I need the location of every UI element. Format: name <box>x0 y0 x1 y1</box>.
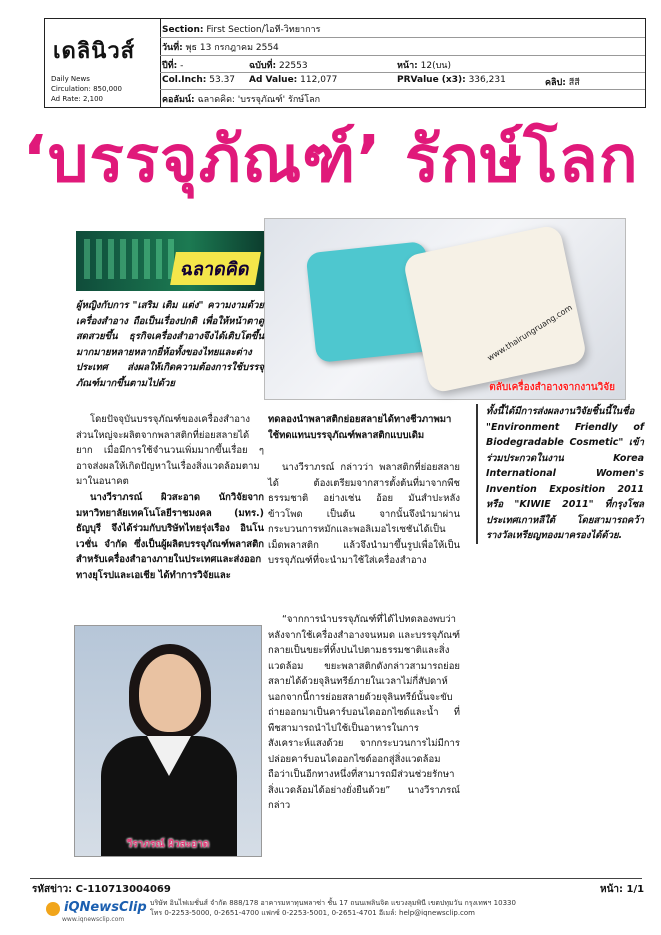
clipping-header <box>44 18 646 108</box>
clip-field: คลิป: สีสี <box>545 78 580 88</box>
lede-paragraph: ผู้หญิงกับการ "เสริม เติม แต่ง" ความงามด้วยเครื่องสำอาง ถือเป็นเรื่องปกติ เพื่อให้หน้าตาดูสดสวยขึ้น ธุรกิจเครื่องสำอางจึงได้เติบโตขึ้นมากมายหลายหลากยี่ห้อทั้งของไทยและต่างประเทศ ส่งผลให้เกิดความต้องการใช้บรรจุภัณฑ์มากขึ้นตามไปด้วย <box>76 300 264 389</box>
col2-quote: “จากการนำบรรจุภัณฑ์ที่ได้ไปทดลองพบว่า หลังจากใช้เครื่องสำอางจนหมด และบรรจุภัณฑ์กลายเป็นขยะที่ทิ้งปนไปตามธรรมชาติและสิ่งแวดล้อม ขยะพลาสติกดังกล่าวสามารถย่อยสลายได้ด้วยจุลินทรีย์ภายในเวลาไม่กี่สัปดาห์ นอกจากนี้การย่อยสลายด้วยจุลินทรีย์นั้นจะขับถ่ายออกมาเป็นคาร์บอนไดออกไซด์และน้ำ ที่พืชสามารถนำไปใช้เป็นอาหารในการสังเคราะห์แสงด้วย จากกระบวนการไม่มีการปล่อยคาร์บอนไดออกไซด์ออกสู่สิ่งแวดล้อม ถือว่าเป็นอีกทางหนึ่งที่สามารถมีส่วนช่วยรักษาสิ่งแวดล้อมได้อย่างยั่งยืนด้วย” นางวีราภรณ์ กล่าว <box>268 614 460 811</box>
col1-paragraph-2: นางวีราภรณ์ ผิวสะอาด นักวิจัยจากมหาวิทยาลัยเทคโนโลยีราชมงคล (มทร.) ธัญบุรี จึงได้ร่วมกับบริษัทไทยรุ่งเรือง อินโนเวชั่น จำกัด ซึ่งเป็นผู้ผลิตบรรจุภัณฑ์พลาสติกสำหรับเครื่องสำอางภายในประเทศและส่งออกทางยุโรปและเอเชีย ได้ทำการวิจัยและ <box>76 492 264 581</box>
circulation: Circulation: 850,000 <box>51 85 123 93</box>
address-line-2: โทร 0-2253-5000, 0-2651-4700 แฟกซ์ 0-2253-5001, 0-2651-4701 อีเมล์: help@iqnewsclip.com <box>150 909 476 917</box>
brand-name: iQNewsClip <box>64 900 147 915</box>
prvalue-field: PRValue (x3): 336,231 <box>397 75 506 85</box>
date-row: วันที่: พุธ 13 กรกฎาคม 2554 <box>162 43 279 53</box>
brand-url: www.iqnewsclip.com <box>62 916 125 923</box>
iq-logo-icon <box>46 902 60 916</box>
white-compact-image <box>402 224 588 394</box>
section-row: Section: First Section/ไอที-วิทยาการ <box>162 25 321 35</box>
portrait-caption: วีราภรณ์ ผิวสะอาด <box>126 839 210 850</box>
award-sidebar: ทั้งนี้ได้มีการส่งผลงานวิจัยชิ้นนี้ในชื่อ "Environment Friendly of Biodegradable Cosmetic" เข้าร่วมประกวดในงาน Korea International Women's Invention Exposition 2011 หรือ "KIWIE 2011" ที่กรุงโซล ประเทศเกาหลีใต้ โดยสามารถคว้ารางวัลเหรียญทองมาครองได้ด้วย. <box>476 404 644 544</box>
address-line-1: บริษัท อินไฟเมชั่นส์ จำกัด 888/178 อาคารมหาทุนพลาซ่า ชั้น 17 ถนนเพลินจิต แขวงลุมพินี เขตปทุมวัน กรุงเทพฯ 10330 <box>150 899 516 907</box>
page-count: หน้า: 1/1 <box>600 884 645 895</box>
compact-brand-text: www.thairungruang.com <box>485 302 574 363</box>
company-address <box>150 898 620 918</box>
col2-paragraph-2: นางวีราภรณ์ กล่าวว่า พลาสติกที่ย่อยสลายได้ ต้องเตรียมจากสารตั้งต้นที่มาจากพืชธรรมชาติ อย่างเช่น อ้อย มันสำปะหลัง ข้าวโพด เป็นต้น จากนั้นจึงนำมาผ่านกระบวนการหมักและพอลิเมอไรเซชันได้เป็นเม็ดพลาสติก แล้วจึงนำมาขึ้นรูปเพื่อให้เป็นบรรจุภัณฑ์ที่จะนำมาใช้ใส่เครื่องสำอาง <box>268 462 460 566</box>
news-code: รหัสข่าว: C-110713004069 <box>32 884 171 895</box>
advalue-field: Ad Value: 112,077 <box>249 75 338 85</box>
colinch-field: Col.Inch: 53.37 <box>162 75 236 85</box>
face-shape <box>139 654 201 732</box>
issue-field: ฉบับที่: 22553 <box>249 61 308 71</box>
banner-label: ฉลาดคิด <box>170 252 261 285</box>
page-field: หน้า: 12(บน) <box>397 61 451 71</box>
col1-paragraph-1: โดยปัจจุบันบรรจุภัณฑ์ของเครื่องสำอางส่วนใหญ่จะผลิตจากพลาสติกที่ย่อยสลายได้ยาก เมื่อมีการใช้จำนวนเพิ่มมากขึ้นเรื่อย ๆ อาจส่งผลให้เกิดปัญหาในเรื่องสิ่งแวดล้อมตามมาในอนาคต <box>76 414 264 487</box>
year-field: ปีที่: - <box>162 61 184 71</box>
ad-rate: Ad Rate: 2,100 <box>51 95 104 103</box>
iqnewsclip-logo <box>44 900 147 926</box>
column-row: คอลัมน์: ฉลาดคิด: 'บรรจุภัณฑ์' รักษ์โลก <box>162 95 321 105</box>
product-photo <box>264 218 626 400</box>
headline: ‘บรรจุภัณฑ์’ รักษ์โลก <box>22 123 639 197</box>
col2-paragraph-1: ทดลองนำพลาสติกย่อยสลายได้ทางชีวภาพมาใช้ทดแทนบรรจุภัณฑ์พลาสติกแบบเดิม <box>268 414 452 441</box>
newspaper-logo: เดลินิวส์ <box>53 39 136 64</box>
publication-block <box>45 19 161 107</box>
product-photo-caption: ตลับเครื่องสำอางจากงานวิจัย <box>489 382 615 393</box>
researcher-portrait <box>74 625 262 857</box>
banner-graphic <box>84 239 174 279</box>
paper-name: Daily News <box>51 75 90 83</box>
column-banner <box>76 231 264 291</box>
